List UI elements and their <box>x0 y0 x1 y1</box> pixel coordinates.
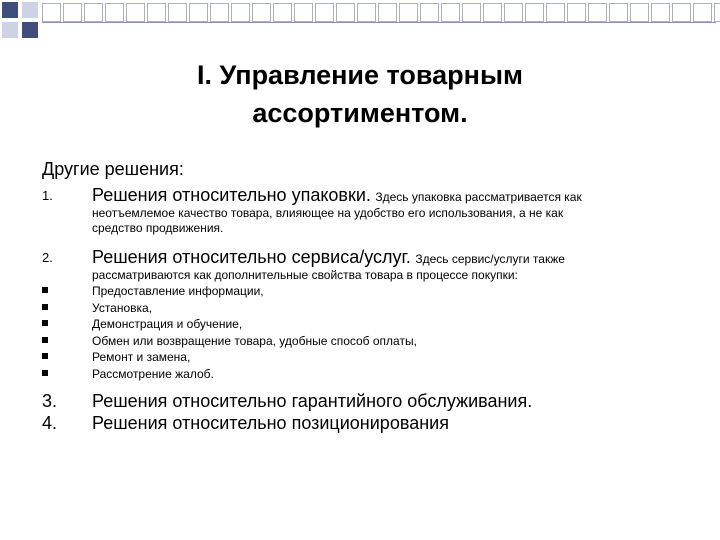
deco-outline-square <box>400 4 418 22</box>
deco-outline-square <box>316 4 334 22</box>
deco-outline-square <box>610 4 628 22</box>
deco-outline-square <box>274 4 292 22</box>
deco-outline-square <box>337 4 355 22</box>
bullet-item: Установка, <box>42 300 702 317</box>
item-sub-line: средство продвижения. <box>92 221 224 235</box>
deco-dark-square <box>2 2 18 18</box>
numbered-item-service <box>42 246 702 272</box>
section-heading: Другие решения: <box>42 159 184 179</box>
deco-outline-square <box>568 4 586 22</box>
item-number: 3. <box>42 391 58 411</box>
deco-outline-square <box>232 4 250 22</box>
item-number: 1. <box>42 188 53 203</box>
numbered-item-packaging <box>42 184 702 246</box>
slide-header-decoration <box>0 0 720 50</box>
service-bullet-list <box>42 283 702 382</box>
deco-outline-square <box>442 4 460 22</box>
slide-content <box>42 158 702 434</box>
deco-outline-square <box>463 4 481 22</box>
deco-light-square <box>2 22 18 38</box>
deco-outline-square <box>421 4 439 22</box>
bullet-square-icon <box>42 337 48 343</box>
bullet-item: Предоставление информации, <box>42 283 702 300</box>
numbered-item-positioning <box>42 412 702 434</box>
deco-outline-square <box>631 4 649 22</box>
bullet-square-icon <box>42 320 48 326</box>
deco-outline-square <box>358 4 376 22</box>
item-number: 2. <box>42 250 53 265</box>
deco-outline-square <box>715 4 720 22</box>
item-sub-line: неотъемлемое качество товара, влияющее на удобство его использования, а не как <box>92 206 564 220</box>
deco-outline-square <box>169 4 187 22</box>
deco-outline-square <box>526 4 544 22</box>
bullet-item: Обмен или возвращение товара, удобные способ оплаты, <box>42 333 702 350</box>
bullet-square-icon <box>42 353 48 359</box>
deco-outline-square <box>484 4 502 22</box>
title-line-1: I. Управление товарным <box>196 60 524 90</box>
deco-outline-square <box>547 4 565 22</box>
item-note: Здесь упаковка рассматривается как <box>375 190 582 204</box>
deco-outline-square <box>85 4 103 22</box>
deco-outline-square <box>652 4 670 22</box>
bullet-square-icon <box>42 370 48 376</box>
title-line-2: ассортиментом. <box>252 98 468 128</box>
deco-dark-square <box>22 22 38 38</box>
deco-light-square <box>22 2 38 18</box>
deco-outline-square <box>127 4 145 22</box>
deco-outline-square <box>106 4 124 22</box>
deco-outline-square <box>379 4 397 22</box>
bullet-square-icon <box>42 287 48 293</box>
item-main-text: Решения относительно упаковки. <box>92 185 371 205</box>
deco-outline-square <box>148 4 166 22</box>
numbered-item-warranty <box>42 390 702 412</box>
item-number: 4. <box>42 413 58 433</box>
bullet-item: Демонстрация и обучение, <box>42 316 702 333</box>
item-main-text: Решения относительно гарантийного обслуживания. <box>92 391 533 411</box>
deco-outline-square <box>589 4 607 22</box>
deco-outline-square <box>694 4 712 22</box>
bullet-item: Ремонт и замена, <box>42 349 702 366</box>
deco-outline-square <box>211 4 229 22</box>
deco-outline-square <box>673 4 691 22</box>
item-sub-line: рассматриваются как дополнительные свойства товара в процессе покупки: <box>92 268 518 282</box>
deco-outline-square <box>43 4 61 22</box>
item-note: Здесь сервис/услуги также <box>415 252 565 266</box>
deco-outline-square <box>295 4 313 22</box>
item-main-text: Решения относительно сервиса/услуг. <box>92 247 411 267</box>
deco-outline-square <box>253 4 271 22</box>
bullet-square-icon <box>42 304 48 310</box>
item-main-text: Решения относительно позиционирования <box>92 413 449 433</box>
slide-title <box>120 56 600 132</box>
deco-outline-square <box>190 4 208 22</box>
deco-outline-square <box>505 4 523 22</box>
deco-outline-square <box>64 4 82 22</box>
bullet-item: Рассмотрение жалоб. <box>42 366 702 383</box>
